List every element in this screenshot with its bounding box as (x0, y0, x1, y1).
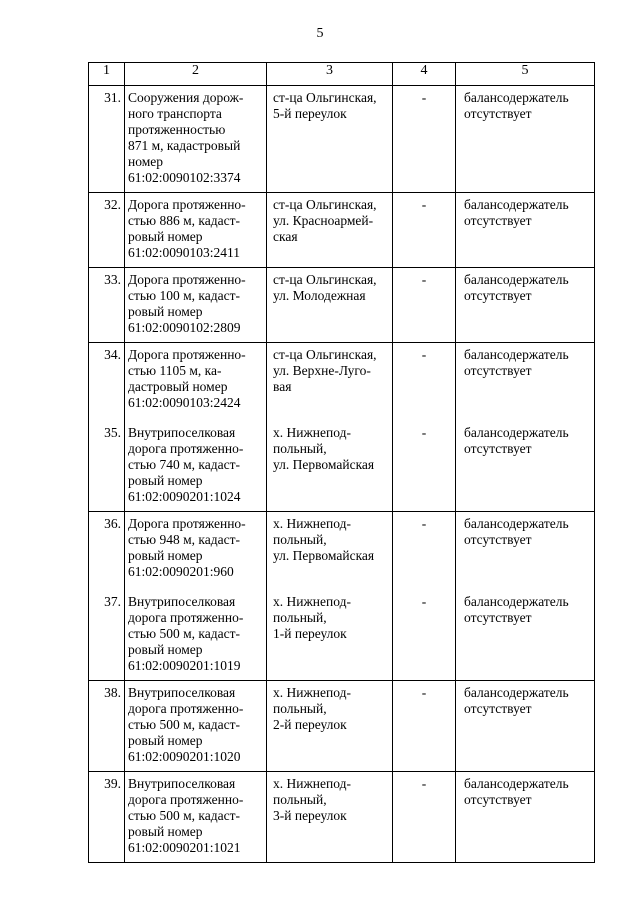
cell-text-line: Дорога протяженно- (128, 197, 246, 212)
cell-text-line: балансодержатель (464, 272, 569, 287)
balance-holder-cell (456, 86, 595, 193)
table-header-row (89, 63, 595, 86)
cell-entry (89, 772, 121, 856)
balance-holder-cell (456, 343, 595, 512)
cell-entry (393, 86, 455, 186)
cell-text-line: стью 500 м, кадаст- (128, 717, 241, 732)
cell-text: 36. (104, 516, 121, 531)
cell-text-line: балансодержатель (464, 425, 569, 440)
cell-text-line: балансодержатель (464, 347, 569, 362)
cell-text-line: балансодержатель (464, 197, 569, 212)
row-number-cell (89, 86, 125, 193)
cell-entry (273, 193, 392, 261)
cell-text-line: ст-ца Ольгинская, (273, 90, 377, 105)
cell-text-line: стью 948 м, кадаст- (128, 532, 241, 547)
cell-text: 38. (104, 685, 121, 700)
cell-text-line: х. Нижнепод- (273, 516, 351, 531)
cell-text-line: отсутствует (464, 213, 532, 228)
object-name-cell (125, 772, 267, 863)
cell-text-line: стью 500 м, кадаст- (128, 626, 241, 641)
cell-text-line: 3-й переулок (273, 808, 347, 823)
object-name-cell (125, 86, 267, 193)
row-number-cell (89, 772, 125, 863)
cell-text-line: вая (273, 379, 292, 394)
object-name-cell (125, 343, 267, 512)
cell-text-line: дорога протяженно- (128, 701, 244, 716)
cell-text-line: 61:02:0090103:2411 (128, 245, 241, 260)
cell-entry (273, 411, 392, 505)
column-4-cell (393, 681, 456, 772)
cell-entry (89, 512, 121, 580)
balance-holder-cell (456, 681, 595, 772)
cell-text-line: 61:02:0090201:960 (128, 564, 234, 579)
cell-entry (393, 343, 455, 411)
cell-text-line: Внутрипоселковая (128, 685, 236, 700)
cell-text: 32. (104, 197, 121, 212)
cell-entry (273, 772, 392, 856)
cell-entry (464, 681, 594, 765)
cell-text-line: ровый номер (128, 473, 203, 488)
cell-text-line: 61:02:0090103:2424 (128, 395, 241, 410)
cell-text-line: Внутрипоселковая (128, 594, 236, 609)
address-cell (267, 772, 393, 863)
cell-text: 35. (104, 425, 121, 440)
cell-text-line: 61:02:0090201:1020 (128, 749, 241, 764)
cell-entry (393, 772, 455, 856)
cell-text: - (421, 776, 427, 791)
table-row (89, 86, 595, 193)
cell-entry (128, 343, 266, 411)
cell-text-line: ровый номер (128, 548, 203, 563)
cell-entry (464, 193, 594, 261)
cell-entry (273, 580, 392, 674)
cell-text-line: 61:02:0090102:3374 (128, 170, 241, 185)
cell-text-line: польный, (273, 532, 327, 547)
cell-text-line: стью 100 м, кадаст- (128, 288, 241, 303)
column-header: 4 (393, 63, 456, 86)
cell-text: - (421, 685, 427, 700)
cell-entry (464, 86, 594, 186)
cell-text-line: балансодержатель (464, 516, 569, 531)
object-name-cell (125, 681, 267, 772)
cell-text-line: дастровый номер (128, 379, 228, 394)
cell-text-line: Дорога протяженно- (128, 272, 246, 287)
cell-text: 37. (104, 594, 121, 609)
row-number-cell (89, 343, 125, 512)
cell-entry (273, 343, 392, 411)
cell-text-line: ст-ца Ольгинская, (273, 272, 377, 287)
cell-entry (128, 268, 266, 336)
cell-text-line: отсутствует (464, 532, 532, 547)
cell-text-line: отсутствует (464, 610, 532, 625)
cell-text-line: отсутствует (464, 792, 532, 807)
row-number-cell (89, 681, 125, 772)
cell-text-line: 1-й переулок (273, 626, 347, 641)
column-4-cell (393, 772, 456, 863)
cell-entry (393, 411, 455, 505)
cell-entry (128, 411, 266, 505)
address-cell (267, 343, 393, 512)
cell-text-line: балансодержатель (464, 685, 569, 700)
cell-text-line: балансодержатель (464, 776, 569, 791)
cell-text-line: дорога протяженно- (128, 792, 244, 807)
cell-entry (89, 580, 121, 674)
cell-text-line: х. Нижнепод- (273, 425, 351, 440)
cell-text: - (421, 90, 427, 105)
cell-text-line: отсутствует (464, 701, 532, 716)
cell-text-line: Внутрипоселковая (128, 776, 236, 791)
cell-text: 39. (104, 776, 121, 791)
cell-text: - (421, 272, 427, 287)
cell-text-line: ская (273, 229, 298, 244)
column-4-cell (393, 512, 456, 681)
cell-text-line: польный, (273, 441, 327, 456)
cell-entry (273, 681, 392, 765)
column-4-cell (393, 86, 456, 193)
cell-entry (89, 193, 121, 261)
cell-text: 33. (104, 272, 121, 287)
cell-entry (464, 580, 594, 674)
row-number-cell (89, 512, 125, 681)
cell-entry (273, 512, 392, 580)
balance-holder-cell (456, 772, 595, 863)
cell-entry (464, 268, 594, 336)
column-4-cell (393, 343, 456, 512)
cell-entry (393, 193, 455, 261)
cell-text: - (421, 516, 427, 531)
cell-entry (128, 580, 266, 674)
cell-entry (128, 681, 266, 765)
cell-text-line: дорога протяженно- (128, 610, 244, 625)
table-row (89, 512, 595, 681)
cell-text-line: ст-ца Ольгинская, (273, 197, 377, 212)
table-row (89, 343, 595, 512)
balance-holder-cell (456, 193, 595, 268)
cell-text: - (421, 197, 427, 212)
object-name-cell (125, 512, 267, 681)
cell-entry (464, 343, 594, 411)
balance-holder-cell (456, 268, 595, 343)
cell-text-line: ровый номер (128, 229, 203, 244)
cell-text-line: ул. Верхне-Луго- (273, 363, 371, 378)
cell-entry (128, 512, 266, 580)
cell-text-line: отсутствует (464, 363, 532, 378)
balance-holder-cell (456, 512, 595, 681)
cell-entry (273, 268, 392, 336)
cell-entry (464, 411, 594, 505)
cell-text-line: балансодержатель (464, 594, 569, 609)
cell-text-line: х. Нижнепод- (273, 685, 351, 700)
cell-text-line: 61:02:0090201:1019 (128, 658, 241, 673)
table-row (89, 268, 595, 343)
cell-text-line: польный, (273, 792, 327, 807)
cell-text-line: польный, (273, 701, 327, 716)
column-header: 2 (125, 63, 267, 86)
address-cell (267, 268, 393, 343)
cell-entry (89, 343, 121, 411)
cell-text-line: ст-ца Ольгинская, (273, 347, 377, 362)
cell-text-line: дорога протяженно- (128, 441, 244, 456)
cell-text-line: 2-й переулок (273, 717, 347, 732)
column-4-cell (393, 268, 456, 343)
cell-text-line: ул. Первомайская (273, 548, 375, 563)
cell-text-line: стью 886 м, кадаст- (128, 213, 241, 228)
cell-text-line: 871 м, кадастровый (128, 138, 241, 153)
cell-text-line: номер (128, 154, 164, 169)
cell-entry (128, 772, 266, 856)
property-registry-table (88, 62, 595, 863)
column-header: 1 (89, 63, 125, 86)
cell-text: 34. (104, 347, 121, 362)
cell-text: - (421, 347, 427, 362)
cell-entry (89, 86, 121, 186)
cell-entry (89, 681, 121, 765)
cell-entry (393, 512, 455, 580)
column-header: 3 (267, 63, 393, 86)
object-name-cell (125, 268, 267, 343)
address-cell (267, 193, 393, 268)
cell-text-line: ровый номер (128, 824, 203, 839)
cell-text-line: х. Нижнепод- (273, 776, 351, 791)
cell-text: - (421, 425, 427, 440)
column-header: 5 (456, 63, 595, 86)
cell-text-line: ул. Красноармей- (273, 213, 374, 228)
cell-entry (128, 193, 266, 261)
page-number: 5 (316, 26, 324, 41)
cell-text-line: протяженностью (128, 122, 226, 137)
cell-text-line: 5-й переулок (273, 106, 347, 121)
cell-text-line: стью 500 м, кадаст- (128, 808, 241, 823)
row-number-cell (89, 268, 125, 343)
cell-text-line: польный, (273, 610, 327, 625)
cell-text: - (421, 594, 427, 609)
cell-text-line: ровый номер (128, 642, 203, 657)
cell-text-line: 61:02:0090201:1021 (128, 840, 241, 855)
cell-text-line: балансодержатель (464, 90, 569, 105)
cell-entry (393, 580, 455, 674)
cell-text-line: 61:02:0090201:1024 (128, 489, 241, 504)
cell-text-line: х. Нижнепод- (273, 594, 351, 609)
table-row (89, 772, 595, 863)
cell-text-line: ного транспорта (128, 106, 222, 121)
table-row (89, 193, 595, 268)
cell-entry (464, 512, 594, 580)
cell-entry (89, 411, 121, 505)
object-name-cell (125, 193, 267, 268)
cell-text-line: отсутствует (464, 441, 532, 456)
cell-text-line: стью 740 м, кадаст- (128, 457, 241, 472)
cell-entry (393, 268, 455, 336)
address-cell (267, 681, 393, 772)
cell-text-line: 61:02:0090102:2809 (128, 320, 241, 335)
cell-entry (89, 268, 121, 336)
cell-text-line: Дорога протяженно- (128, 516, 246, 531)
cell-text-line: отсутствует (464, 106, 532, 121)
cell-entry (393, 681, 455, 765)
cell-text-line: Дорога протяженно- (128, 347, 246, 362)
cell-text-line: Внутрипоселковая (128, 425, 236, 440)
column-4-cell (393, 193, 456, 268)
cell-entry (273, 86, 392, 186)
cell-text-line: ул. Первомайская (273, 457, 375, 472)
cell-text-line: стью 1105 м, ка- (128, 363, 222, 378)
address-cell (267, 512, 393, 681)
cell-text-line: ул. Молодежная (273, 288, 366, 303)
cell-entry (464, 772, 594, 856)
cell-entry (128, 86, 266, 186)
cell-text-line: отсутствует (464, 288, 532, 303)
cell-text-line: Сооружения дорож- (128, 90, 244, 105)
cell-text: 31. (104, 90, 121, 105)
cell-text-line: ровый номер (128, 304, 203, 319)
row-number-cell (89, 193, 125, 268)
cell-text-line: ровый номер (128, 733, 203, 748)
address-cell (267, 86, 393, 193)
table-row (89, 681, 595, 772)
